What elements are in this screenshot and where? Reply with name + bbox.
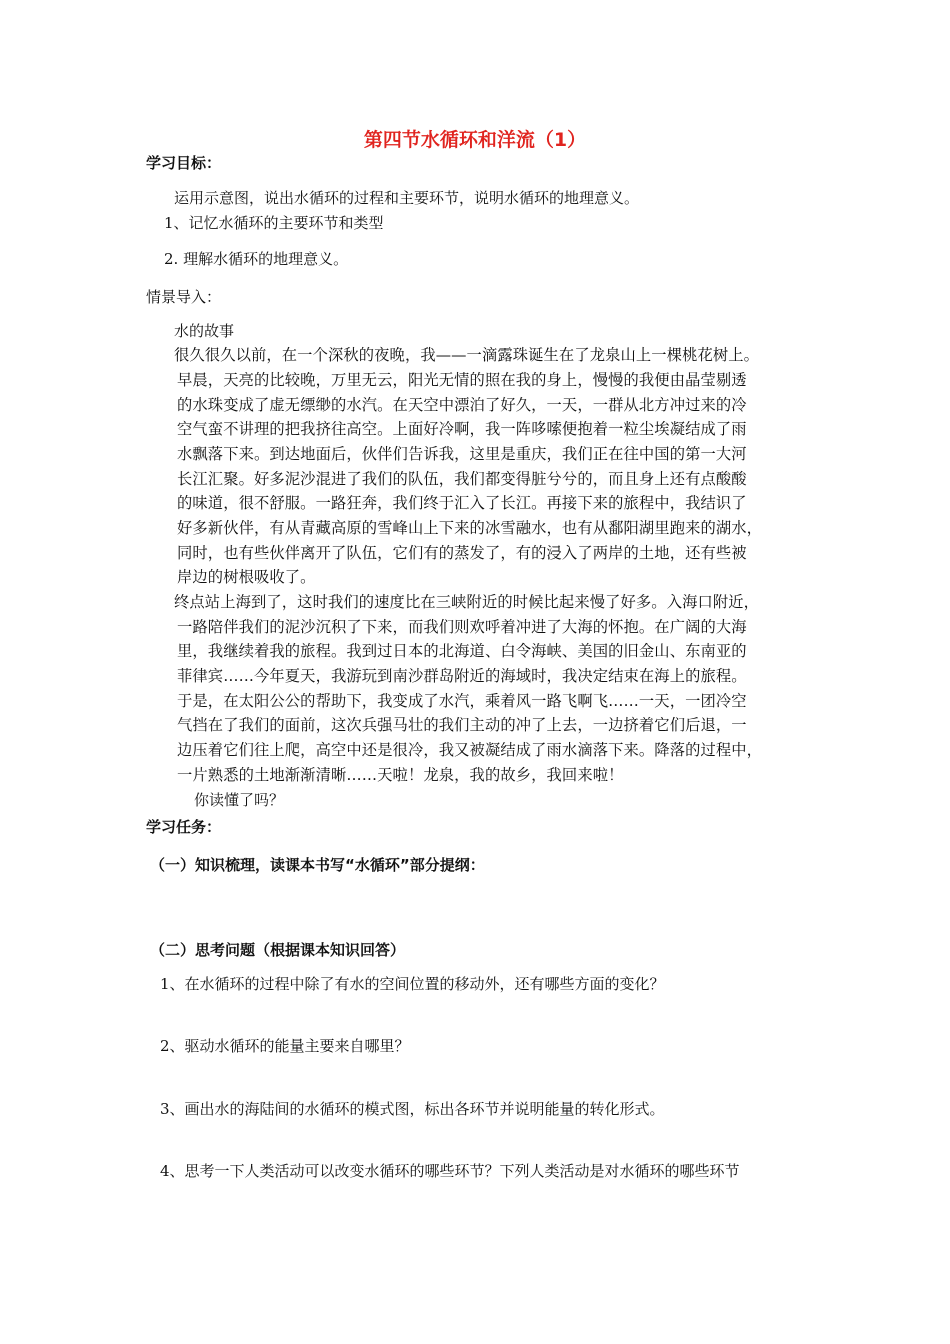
question-item-4: 4、思考一下人类活动可以改变水循环的哪些环节？下列人类活动是对水循环的哪些环节	[160, 1162, 740, 1180]
story-line: 终点站上海到了，这时我们的速度比在三峡附近的时候比起来慢了好多。入海口附近，	[174, 593, 760, 611]
story-line: 边压着它们往上爬，高空中还是很冷，我又被凝结成了雨水滴落下来。降落的过程中，	[177, 741, 763, 759]
story-line: 的水珠变成了虚无缥缈的水汽。在天空中漂泊了好久，一天，一群从北方冲过来的冷	[177, 396, 747, 414]
page-title: 第四节水循环和洋流（1）	[363, 129, 587, 151]
scenario-heading: 情景导入：	[146, 288, 222, 306]
story-line: 一路陪伴我们的泥沙沉积了下来，而我们则欢呼着冲进了大海的怀抱。在广阔的大海	[177, 618, 747, 636]
story-line: 的味道，很不舒服。一路狂奔，我们终于汇入了长江。再接下来的旅程中，我结识了	[177, 494, 747, 512]
question-item-2: 2、驱动水循环的能量主要来自哪里？	[160, 1037, 410, 1055]
story-line: 岸边的树根吸收了。	[177, 568, 316, 586]
tasks-part1: （一）知识梳理，读课本书写“水循环”部分提纲：	[150, 856, 485, 874]
question-item-3: 3、画出水的海陆间的水循环的模式图，标出各环节并说明能量的转化形式。	[160, 1100, 665, 1118]
story-line: 里，我继续着我的旅程。我到过日本的北海道、白令海峡、美国的旧金山、东南亚的	[177, 642, 747, 660]
question-item-1: 1、在水循环的过程中除了有水的空间位置的移动外，还有哪些方面的变化？	[160, 975, 665, 993]
tasks-part2: （二）思考问题（根据课本知识回答）	[150, 941, 406, 959]
objectives-heading: 学习目标：	[146, 154, 222, 172]
story-line: 一片熟悉的土地渐渐清晰……天啦！龙泉，我的故乡，我回来啦！	[177, 766, 624, 784]
story-question: 你读懂了吗？	[194, 791, 285, 809]
story-line: 很久很久以前，在一个深秋的夜晚，我——一滴露珠诞生在了龙泉山上一棵桃花树上。	[174, 346, 760, 364]
objective-item-2: 2. 理解水循环的地理意义。	[164, 250, 349, 268]
objectives-intro: 运用示意图，说出水循环的过程和主要环节，说明水循环的地理意义。	[174, 189, 640, 207]
story-line: 早晨，天亮的比较晚，万里无云，阳光无情的照在我的身上，慢慢的我便由晶莹剔透	[177, 371, 747, 389]
story-title: 水的故事	[174, 322, 235, 340]
story-line: 于是，在太阳公公的帮助下，我变成了水汽，乘着风一路飞啊飞……一天，一团冷空	[177, 692, 747, 710]
story-line: 同时，也有些伙伴离开了队伍，它们有的蒸发了，有的浸入了两岸的土地，还有些被	[177, 544, 747, 562]
story-line: 气挡在了我们的面前，这次兵强马壮的我们主动的冲了上去，一边挤着它们后退，一	[177, 716, 747, 734]
objective-item-1: 1、记忆水循环的主要环节和类型	[164, 214, 384, 232]
story-line: 菲律宾……今年夏天，我游玩到南沙群岛附近的海域时，我决定结束在海上的旅程。	[177, 667, 747, 685]
story-line: 水飘落下来。到达地面后，伙伴们告诉我，这里是重庆，我们正在往中国的第一大河	[177, 445, 747, 463]
tasks-heading: 学习任务：	[146, 818, 222, 836]
story-line: 长江汇聚。好多泥沙混进了我们的队伍，我们都变得脏兮兮的，而且身上还有点酸酸	[177, 470, 747, 488]
story-line: 空气蛮不讲理的把我挤往高空。上面好冷啊，我一阵哆嗦便抱着一粒尘埃凝结成了雨	[177, 420, 747, 438]
story-line: 好多新伙伴，有从青藏高原的雪峰山上下来的冰雪融水，也有从鄱阳湖里跑来的湖水，	[177, 519, 763, 537]
